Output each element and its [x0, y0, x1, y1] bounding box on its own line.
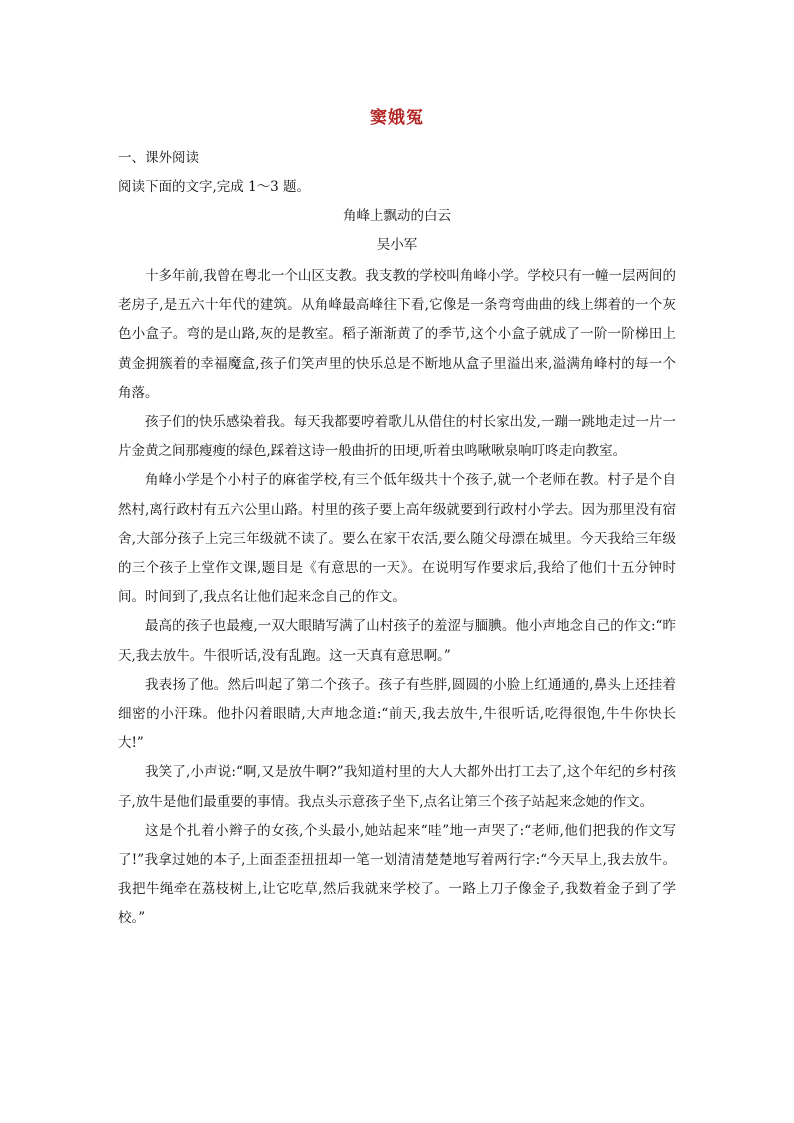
article-paragraph: 最高的孩子也最瘦,一双大眼睛写满了山村孩子的羞涩与腼腆。他小声地念自己的作文:“昨天,我去放牛。牛很听话,没有乱跑。这一天真有意思啊。”	[118, 618, 676, 664]
reading-instruction: 阅读下面的文字,完成 1～3 题。	[118, 179, 311, 195]
article-paragraph: 十多年前,我曾在粤北一个山区支教。我支教的学校叫角峰小学。学校只有一幢一层两间的老房子,是五六十年代的建筑。从角峰最高峰往下看,它像是一条弯弯曲曲的线上绑着的一个灰色小盒子。弯的是山路,灰的是教室。稻子渐渐黄了的季节,这个小盒子就成了一阶一阶梯田上黄金拥簇着的幸福魔盒,孩子们笑声里的快乐总是不断地从盒子里溢出来,溢满角峰村的每一个角落。	[118, 268, 676, 401]
document-title: 窦娥冤	[370, 108, 424, 128]
article-paragraph: 我表扬了他。然后叫起了第二个孩子。孩子有些胖,圆圆的小脸上红通通的,鼻头上还挂着细密的小汗珠。他扑闪着眼睛,大声地念道:“前天,我去放牛,牛很听话,吃得很饱,牛牛你快长大!”	[118, 676, 676, 752]
article-title: 角峰上飘动的白云	[343, 208, 451, 224]
article-paragraph: 角峰小学是个小村子的麻雀学校,有三个低年级共十个孩子,就一个老师在教。村子是个自然村,离行政村有五六公里山路。村里的孩子要上高年级就要到行政村小学去。因为那里没有宿舍,大部分孩子上完三年级就不读了。要么在家干农活,要么随父母漂在城里。今天我给三年级的三个孩子上堂作文课,题目是《有意思的一天》。在说明写作要求后,我给了他们十五分钟时间。时间到了,我点名让他们起来念自己的作文。	[118, 472, 676, 606]
article-paragraph: 这是个扎着小辫子的女孩,个头最小,她站起来“哇”地一声哭了:“老师,他们把我的作文写了!”我拿过她的本子,上面歪歪扭扭却一笔一划清清楚楚地写着两行字:“今天早上,我去放牛。我把牛绳牵在荔枝树上,让它吃草,然后我就来学校了。一路上刀子像金子,我数着金子到了学校。”	[118, 822, 676, 927]
article-paragraph: 我笑了,小声说:“啊,又是放牛啊?”我知道村里的大人大都外出打工去了,这个年纪的乡村孩子,放牛是他们最重要的事情。我点头示意孩子坐下,点名让第三个孩子站起来念她的作文。	[118, 764, 676, 810]
section-heading: 一、课外阅读	[118, 150, 199, 166]
article-author: 吴小军	[376, 237, 418, 253]
article-paragraph: 孩子们的快乐感染着我。每天我都要哼着歌儿从借住的村长家出发,一蹦一跳地走过一片一片金黄之间那瘦瘦的绿色,踩着这诗一般曲折的田埂,听着虫鸣啾啾泉响叮咚走向教室。	[118, 414, 676, 460]
